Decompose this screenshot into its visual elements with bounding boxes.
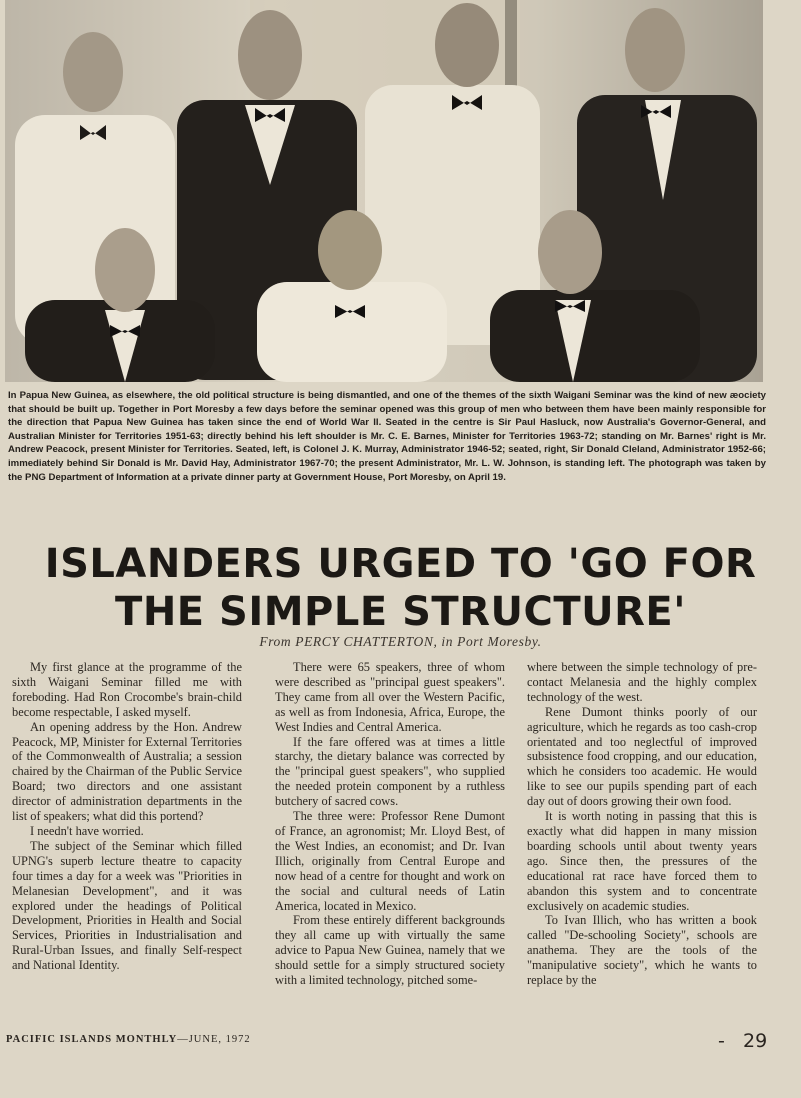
- issue-date: —JUNE, 1972: [177, 1034, 251, 1045]
- paragraph: An opening address by the Hon. Andrew Peacock, MP, Minister for External Territories of the Commonwealth of Australia; a session chaired by the Chairman of the Public Service Board; two directors and one assistant director of administration departments in the list of speakers; what did this portend?: [12, 719, 242, 824]
- page-number: [718, 1030, 767, 1052]
- article-column-3: [527, 660, 757, 988]
- paragraph: To Ivan Illich, who has written a book called "De-schooling Society", schools are anathema. They are the tools of the "manipulative society", which he wants to replace by the: [527, 913, 757, 988]
- paragraph: If the fare offered was at times a little starchy, the dietary balance was corrected by the "principal guest speakers", who supplied the needed protein component by a ruthless butchery of sacred cows.: [275, 734, 505, 809]
- page-number-value: 29: [742, 1030, 768, 1052]
- group-photograph: [5, 0, 763, 382]
- paragraph: where between the simple technology of pre-contact Melanesia and the highly complex technology of the west.: [527, 660, 757, 704]
- byline: From PERCY CHATTERTON, in Port Moresby.: [259, 634, 542, 649]
- article-column-1: [12, 660, 242, 973]
- photo-illustration: [5, 0, 763, 382]
- paragraph: Rene Dumont thinks poorly of our agriculture, which he regards as too cash-crop orientated and too neglectful of improved subsistence food cropping, and our education, which he considers too academic. He would like to see our pupils spending part of each day out of doors growing their own food.: [527, 704, 757, 809]
- headline-line-2: THE SIMPLE STRUCTURE': [115, 589, 686, 635]
- paragraph: There were 65 speakers, three of whom were described as "principal guest speakers". They came from all over the Western Pacific, as well as from Indonesia, Africa, Europe, the West Indies and Central America.: [275, 660, 505, 734]
- paragraph: I needn't have worried.: [30, 823, 144, 838]
- paragraph: From these entirely different backgrounds they all came up with virtually the same advice to Papua New Guinea, namely that we should settle for a simply structured society with a limited technology, pitched some-: [275, 913, 505, 988]
- paragraph: The subject of the Seminar which filled UPNG's superb lecture theatre to capacity four times a day for a week was "Priorities in Melanesian Development", and it was explored under the headings of Political Development, Priorities in Health and Social Services, Priorities in Industrialisation and Rural-Urban Issues, and finally Self-respect and National Identity.: [12, 838, 242, 973]
- page-footer: [6, 1034, 251, 1045]
- article-column-2: [275, 660, 505, 988]
- page-dash: -: [718, 1030, 725, 1052]
- paragraph: It is worth noting in passing that this is exactly what did happen in many mission boarding schools until about twenty years ago. Since then, the pressures of the educational rat race have forced them to abandon this system and to concentrate exclusively on academic studies.: [527, 809, 757, 913]
- publication-name: PACIFIC ISLANDS MONTHLY: [6, 1034, 178, 1045]
- paragraph: My first glance at the programme of the sixth Waigani Seminar filled me with foreboding. Had Ron Crocombe's brain-child become respectable, I asked myself.: [12, 660, 242, 719]
- photo-caption: In Papua New Guinea, as elsewhere, the old political structure is being dismantled, and one of the themes of the sixth Waigani Seminar was the kind of new æociety that should be built up. Together in Port Moresby a few days before the seminar opened was this group of men who between them have been mainly responsible for the direction that Papua New Guinea has taken since the end of World War II. Seated in the centre is Sir Paul Hasluck, now Australia's Governor-General, and Australian Minister for Territories 1951-63; directly behind his left shoulder is Mr. C. E. Barnes, Minister for Territories 1963-72; standing on Mr. Barnes' right is Mr. Andrew Peacock, present Minister for Territories. Seated, left, is Colonel J. K. Murray, Administrator 1946-52; seated, right, Sir Donald Cleland, Administrator 1952-66; immediately behind Sir Donald is Mr. David Hay, Administrator 1967-70; the present Administrator, Mr. L. W. Johnson, is standing left. The photograph was taken by the PNG Department of Information at a private dinner party at Government House, Port Moresby, on April 19.: [8, 390, 766, 483]
- headline-line-1: ISLANDERS URGED TO 'GO FOR: [44, 541, 757, 587]
- paragraph: The three were: Professor Rene Dumont of France, an agronomist; Mr. Lloyd Best, of the West Indies, an economist; and Dr. Ivan Illich, originally from Central Europe and now head of a centre for thought and work on the social and cultural needs of Latin America, located in Mexico.: [275, 809, 505, 913]
- article-headline: [0, 540, 801, 636]
